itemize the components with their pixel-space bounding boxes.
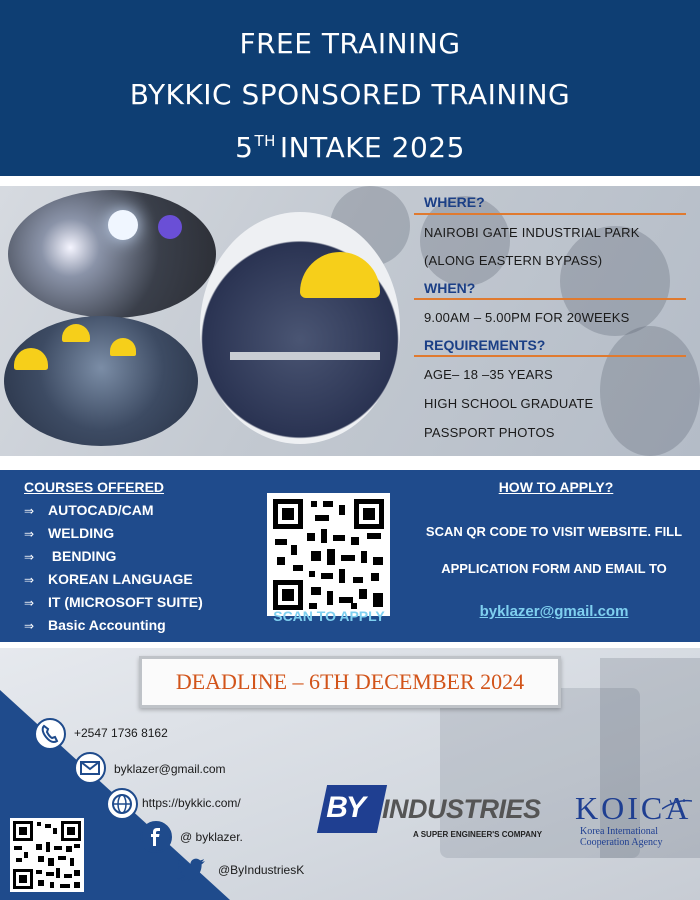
course-label: BENDING [48,548,117,564]
by-industries-wordmark: INDUSTRIES [382,794,541,824]
course-item [24,548,116,564]
apply-qr-code[interactable] [267,493,390,616]
course-label: Basic Accounting [48,617,166,633]
course-label: IT (MICROSOFT SUITE) [48,594,203,610]
apply-instruction-line1: SCAN QR CODE TO VISIT WEBSITE. FILL [425,524,683,539]
twitter-icon [176,856,208,884]
course-label: AUTOCAD/CAM [48,502,154,518]
contact-email[interactable]: byklazer@gmail.com [114,762,226,776]
contact-qr-code[interactable] [10,818,84,892]
trainees-photo [4,316,198,446]
koica-sub-line1: Korea International [580,826,659,837]
koica-sub-line2: Cooperation Agency [580,837,663,848]
intake-text: INTAKE 2025 [279,131,465,164]
when-line1: 9.00AM – 5.00PM FOR 20WEEKS [424,310,630,325]
course-item [24,594,203,610]
welder-helmet-photo [200,212,400,444]
by-mark-text: BY [326,791,364,824]
when-rule [414,298,686,300]
courses-apply-band [0,470,700,642]
intake-ordinal: TH [254,132,276,150]
course-item [24,525,114,541]
by-industries-tagline: A SUPER ENGINEER'S COMPANY [413,830,543,839]
contact-phone[interactable]: +2547 1736 8162 [74,726,168,740]
contact-twitter[interactable]: @ByIndustriesK [218,863,305,877]
where-rule [414,213,686,215]
where-line2: (ALONG EASTERN BYPASS) [424,253,603,268]
how-to-apply-heading: HOW TO APPLY? [498,479,614,495]
mail-icon [74,752,106,784]
koica-leaf-icon [662,798,692,810]
header-title-line3 [0,131,700,164]
course-label: KOREAN LANGUAGE [48,571,193,587]
phone-icon [34,718,66,750]
requirement-education: HIGH SCHOOL GRADUATE [424,396,594,411]
header-title-line1: FREE TRAINING [239,27,461,60]
header-banner [0,0,700,176]
apply-email-link[interactable]: byklazer@gmail.com [479,603,629,620]
arrow-icon: ⇒ [24,573,35,587]
intake-number: 5 [235,131,254,164]
globe-icon [106,788,138,820]
course-label: WELDING [48,525,115,541]
by-industries-logo-mark [317,785,387,833]
contact-facebook[interactable]: @ byklazer. [180,830,243,844]
courses-heading: COURSES OFFERED [24,479,165,495]
koica-subtitle [580,826,662,848]
course-item [24,617,166,633]
apply-instruction-line2: APPLICATION FORM AND EMAIL TO [441,561,667,576]
arrow-icon: ⇒ [24,504,35,518]
arrow-icon: ⇒ [24,619,35,633]
facebook-icon [140,821,172,853]
contact-website[interactable]: https://bykkic.com/ [142,796,241,810]
requirements-rule [414,355,686,357]
arrow-icon: ⇒ [24,550,35,564]
course-item [24,502,154,518]
header-title-line2: BYKKIC SPONSORED TRAINING [129,78,571,111]
arrow-icon: ⇒ [24,527,35,541]
welding-photo [8,190,216,318]
when-heading: WHEN? [424,280,476,296]
where-line1: NAIROBI GATE INDUSTRIAL PARK [424,225,640,240]
deadline-banner: DEADLINE – 6TH DECEMBER 2024 [139,656,561,708]
arrow-icon: ⇒ [24,596,35,610]
requirement-photos: PASSPORT PHOTOS [424,425,555,440]
requirement-age: AGE– 18 –35 YEARS [424,367,553,382]
where-heading: WHERE? [424,194,485,210]
koica-logo: KOICA [575,790,692,826]
requirements-heading: REQUIREMENTS? [424,337,546,353]
course-item [24,571,193,587]
scan-to-apply-label: SCAN TO APPLY [273,608,385,624]
